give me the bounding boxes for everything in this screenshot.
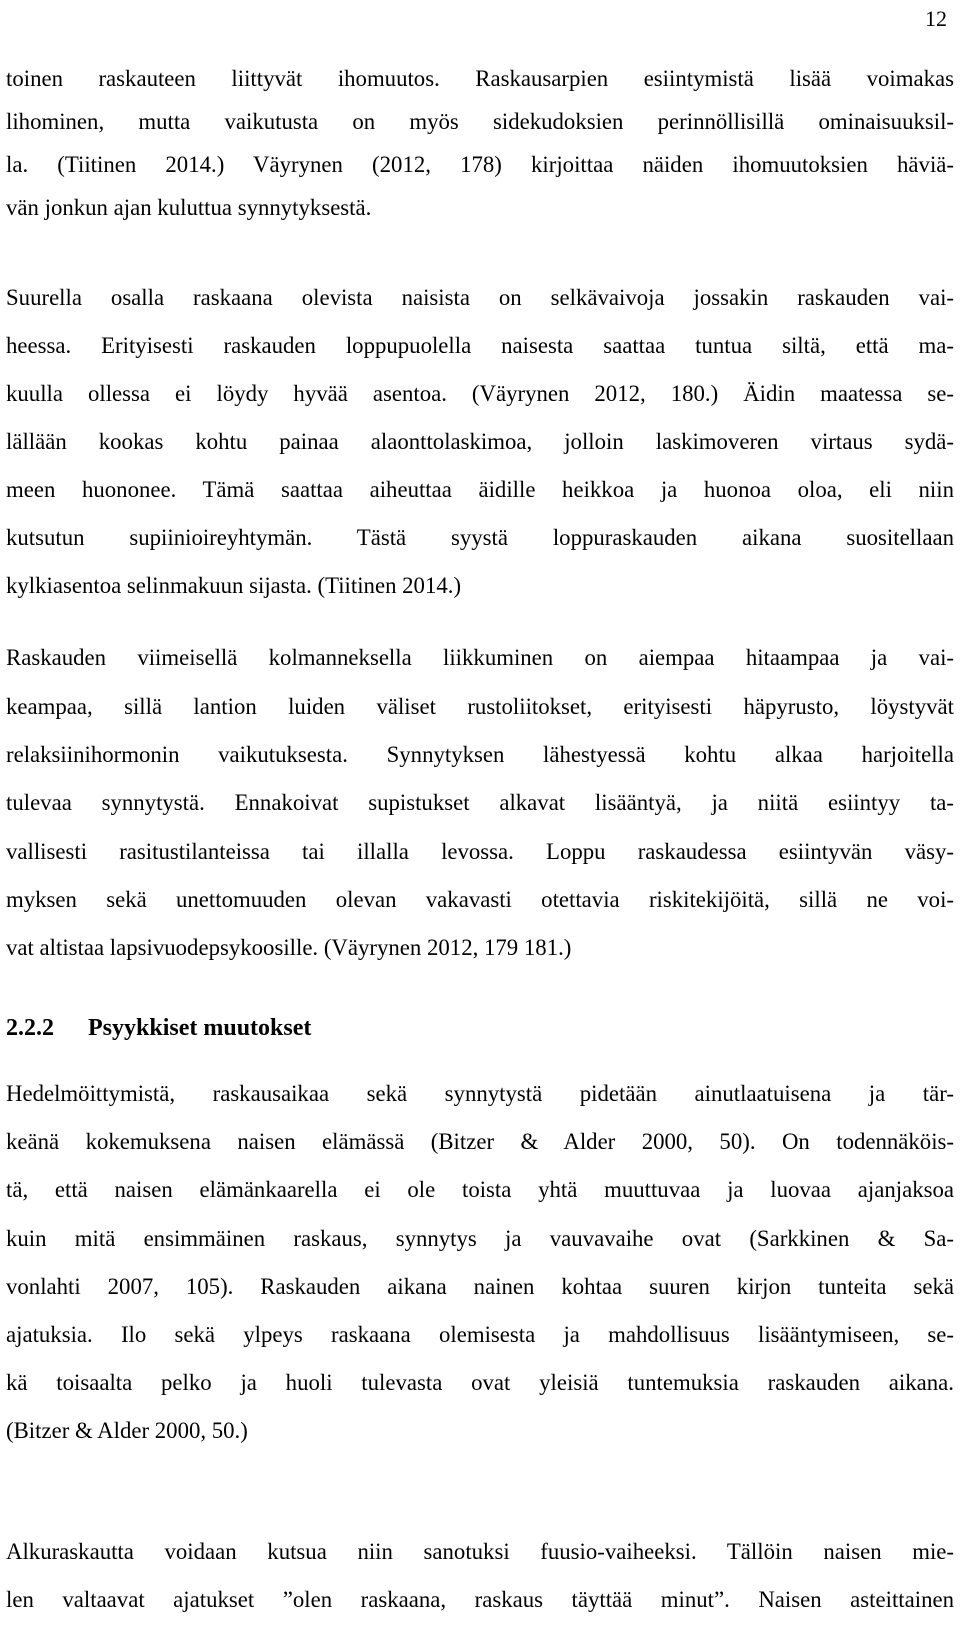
section-title: Psyykkiset muutokset — [88, 1015, 312, 1041]
text-line: Raskauden viimeisellä kolmanneksella liikkuminen on aiempaa hitaampaa ja vai- — [6, 645, 954, 670]
section-heading — [6, 1011, 311, 1045]
text-line: kuulla ollessa ei löydy hyvää asentoa. (Väyrynen 2012, 180.) Äidin maatessa se- — [6, 381, 954, 406]
text-line: lihominen, mutta vaikutusta on myös sidekudoksien perinnöllisillä ominaisuuksil- — [6, 109, 954, 134]
text-line: myksen sekä unettomuuden olevan vakavasti otettavia riskitekijöitä, sillä ne voi- — [6, 887, 954, 912]
text-line: heessa. Erityisesti raskauden loppupuolella naisesta saattaa tuntua siltä, että ma- — [6, 333, 954, 358]
text-line: Alkuraskautta voidaan kutsua niin sanotuksi fuusio-vaiheeksi. Tällöin naisen mie- — [6, 1539, 954, 1564]
text-line: ajatuksia. Ilo sekä ylpeys raskaana olemisesta ja mahdollisuus lisääntymiseen, se- — [6, 1322, 954, 1347]
text-line: vän jonkun ajan kuluttua synnytyksestä. — [6, 195, 372, 220]
text-line: la. (Tiitinen 2014.) Väyrynen (2012, 178) kirjoittaa näiden ihomuutoksien häviä- — [6, 152, 954, 177]
text-line: relaksiinihormonin vaikutuksesta. Synnytyksen lähestyessä kohtu alkaa harjoitella — [6, 742, 954, 767]
text-line: vallisesti rasitustilanteissa tai illalla levossa. Loppu raskaudessa esiintyvän väsy- — [6, 839, 954, 864]
text-line: Suurella osalla raskaana olevista naisista on selkävaivoja jossakin raskauden vai- — [6, 285, 954, 310]
page-number: 12 — [925, 6, 947, 31]
section-number: 2.2.2 — [6, 1015, 54, 1041]
text-line: keänä kokemuksena naisen elämässä (Bitzer & Alder 2000, 50). On todennäköis- — [6, 1129, 954, 1154]
text-line: kutsutun supiinioireyhtymän. Tästä syystä loppuraskauden aikana suositellaan — [6, 525, 954, 550]
text-line: kuin mitä ensimmäinen raskaus, synnytys ja vauvavaihe ovat (Sarkkinen & Sa- — [6, 1226, 954, 1251]
text-line: vat altistaa lapsivuodepsykoosille. (Väyrynen 2012, 179 181.) — [6, 935, 572, 960]
text-line: tulevaa synnytystä. Ennakoivat supistukset alkavat lisääntyä, ja niitä esiintyy ta- — [6, 790, 954, 815]
text-line: tä, että naisen elämänkaarella ei ole toista yhtä muuttuvaa ja luovaa ajanjaksoa — [6, 1177, 954, 1202]
text-line: len valtaavat ajatukset ”olen raskaana, raskaus täyttää minut”. Naisen asteittainen — [6, 1587, 954, 1612]
text-line: kä toisaalta pelko ja huoli tulevasta ovat yleisiä tuntemuksia raskauden aikana. — [6, 1370, 954, 1395]
text-line: kylkiasentoa selinmakuun sijasta. (Tiitinen 2014.) — [6, 573, 462, 598]
text-line: toinen raskauteen liittyvät ihomuutos. Raskausarpien esiintymistä lisää voimakas — [6, 66, 954, 91]
text-line: lällään kookas kohtu painaa alaonttolaskimoa, jolloin laskimoveren virtaus sydä- — [6, 429, 954, 454]
text-line: (Bitzer & Alder 2000, 50.) — [6, 1418, 248, 1443]
text-line: meen huononee. Tämä saattaa aiheuttaa äidille heikkoa ja huonoa oloa, eli niin — [6, 477, 954, 502]
text-line: vonlahti 2007, 105). Raskauden aikana nainen kohtaa suuren kirjon tunteita sekä — [6, 1274, 954, 1299]
text-line: keampaa, sillä lantion luiden väliset rustoliitokset, erityisesti häpyrusto, löystyvät — [6, 694, 954, 719]
text-line: Hedelmöittymistä, raskausaikaa sekä synnytystä pidetään ainutlaatuisena ja tär- — [6, 1081, 954, 1106]
